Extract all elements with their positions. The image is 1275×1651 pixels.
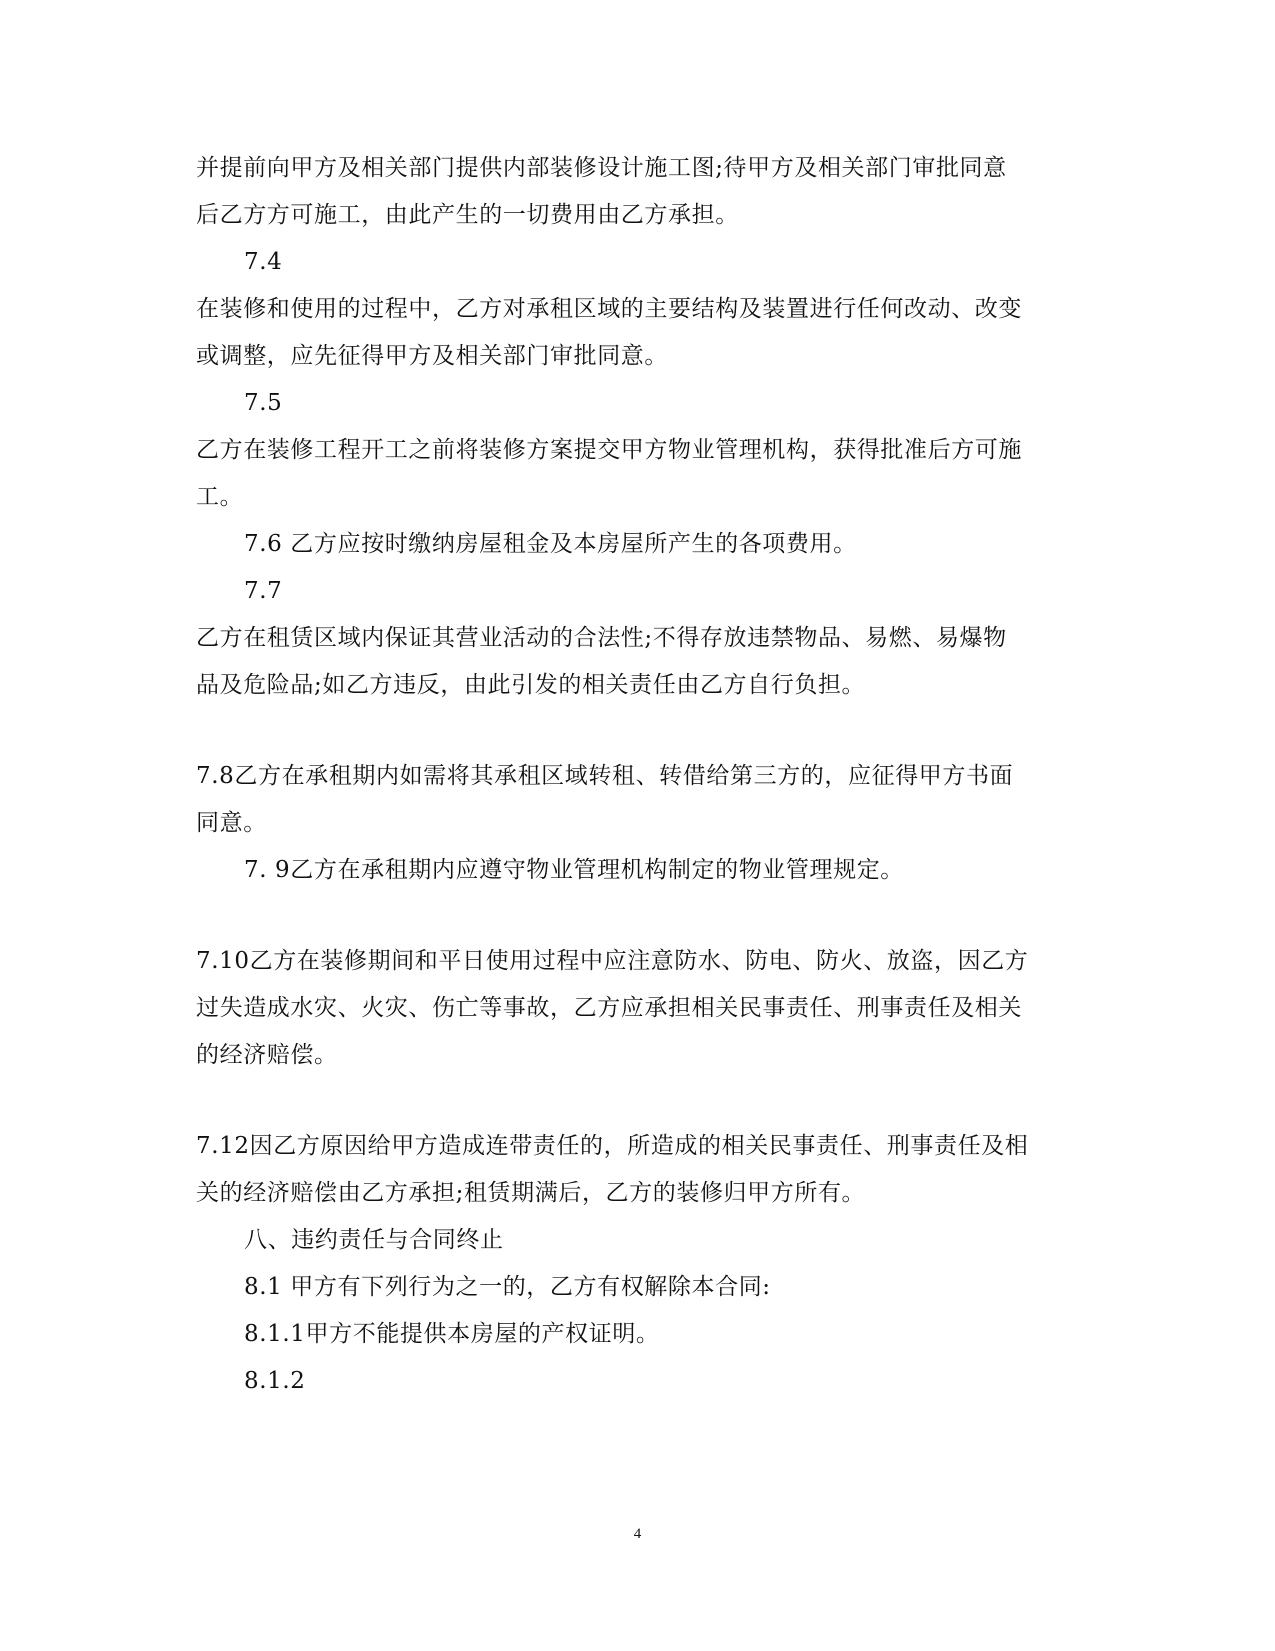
text-line: 同意。 bbox=[196, 810, 267, 836]
text-line: 的经济赔偿。 bbox=[196, 1042, 338, 1068]
text-line: 7.6 乙方应按时缴纳房屋租金及本房屋所产生的各项费用。 bbox=[244, 531, 857, 557]
section-heading: 八、违约责任与合同终止 bbox=[244, 1227, 504, 1253]
clause-number: 7.7 bbox=[244, 578, 283, 604]
text-line: 并提前向甲方及相关部门提供内部装修设计施工图;待甲方及相关部门审批同意 bbox=[196, 155, 1007, 181]
clause-number: 7.5 bbox=[244, 390, 283, 416]
text-line: 8.1.1甲方不能提供本房屋的产权证明。 bbox=[244, 1321, 660, 1347]
text-line: 工。 bbox=[196, 484, 244, 510]
text-line: 8.1 甲方有下列行为之一的，乙方有权解除本合同: bbox=[244, 1274, 771, 1300]
text-line: 过失造成水灾、火灾、伤亡等事故，乙方应承担相关民事责任、刑事责任及相关 bbox=[196, 995, 1022, 1021]
text-line: 品及危险品;如乙方违反，由此引发的相关责任由乙方自行负担。 bbox=[196, 672, 866, 698]
text-line: 关的经济赔偿由乙方承担;租赁期满后，乙方的装修归甲方所有。 bbox=[196, 1180, 866, 1206]
clause-number: 7.4 bbox=[244, 249, 283, 275]
page-number: 4 bbox=[633, 1526, 642, 1542]
text-line: 在装修和使用的过程中，乙方对承租区域的主要结构及装置进行任何改动、改变 bbox=[196, 296, 1022, 322]
text-line: 7.10乙方在装修期间和平日使用过程中应注意防水、防电、防火、放盗，因乙方 bbox=[196, 948, 1029, 974]
text-line: 或调整，应先征得甲方及相关部门审批同意。 bbox=[196, 343, 668, 369]
text-line: 7.8乙方在承租期内如需将其承租区域转租、转借给第三方的，应征得甲方书面 bbox=[196, 763, 1014, 789]
text-line: 7. 9乙方在承租期内应遵守物业管理机构制定的物业管理规定。 bbox=[244, 857, 904, 883]
text-line: 7.12因乙方原因给甲方造成连带责任的，所造成的相关民事责任、刑事责任及相 bbox=[196, 1133, 1029, 1159]
text-line: 后乙方方可施工，由此产生的一切费用由乙方承担。 bbox=[196, 202, 739, 228]
clause-number: 8.1.2 bbox=[244, 1368, 306, 1394]
text-line: 乙方在租赁区域内保证其营业活动的合法性;不得存放违禁物品、易燃、易爆物 bbox=[196, 625, 1007, 651]
text-line: 乙方在装修工程开工之前将装修方案提交甲方物业管理机构，获得批准后方可施 bbox=[196, 437, 1022, 463]
